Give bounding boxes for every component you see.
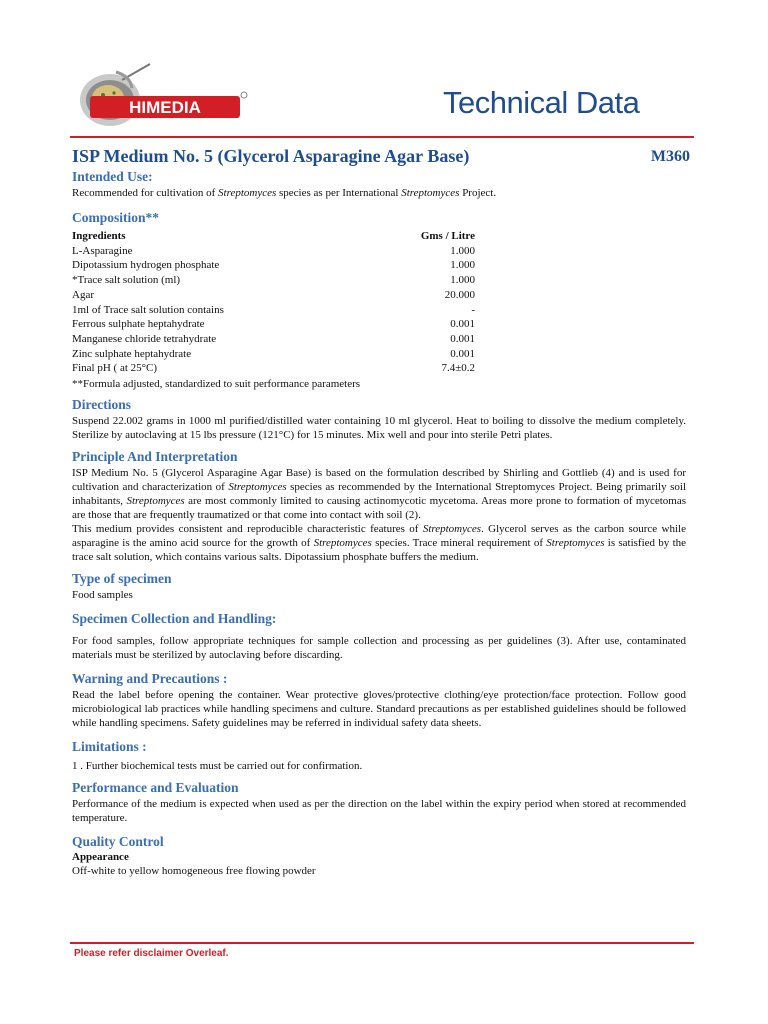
- table-row: [72, 273, 475, 288]
- principle-text-part: are most commonly limited to causing actinomycotic mycetoma. Areas more prone to formation of mycetomas are those that are frequently traumatized or that come into contact with soil (2).: [72, 495, 686, 522]
- intended-use-text: [72, 186, 686, 200]
- specimen-type-text: Food samples: [72, 589, 133, 602]
- ingredient-value: 1.000: [450, 259, 475, 272]
- principle-text-part: species as recommended by the International Streptomyces Project. Being primarily soil inhabitants,: [72, 481, 686, 508]
- principle-italic: Streptomyces: [546, 537, 605, 550]
- principle-text-part: . Glycerol serves as the carbon source while asparagine is the amino acid source for the growth of: [72, 523, 686, 550]
- ingredient-value: 0.001: [450, 332, 475, 345]
- principle-heading: Principle And Interpretation: [72, 449, 238, 465]
- intended-use-italic: Streptomyces: [218, 187, 277, 199]
- quality-control-heading: Quality Control: [72, 834, 164, 850]
- principle-italic: Streptomyces: [313, 537, 372, 550]
- document-body: [72, 168, 686, 878]
- table-row: [72, 347, 475, 362]
- ingredient-value: 0.001: [450, 318, 475, 331]
- ingredient-value: 1.000: [450, 244, 475, 257]
- principle-italic: Streptomyces: [422, 523, 482, 536]
- warning-text: Read the label before opening the container. Wear protective gloves/protective clothing/eye protection/face protection. Follow good microbiological lab practices while handling specimens and culture. Standard precautions as per established guidelines should be followed while handling specimens. Safety guidelines may be referred in individual safety data sheets.: [72, 689, 686, 730]
- principle-paragraph-2: [72, 522, 686, 564]
- directions-section: [72, 396, 686, 442]
- ingredient-value: 1.000: [450, 274, 475, 287]
- intended-use-part: species as per International: [276, 187, 402, 199]
- principle-paragraph-1: [72, 466, 686, 522]
- table-row: [72, 361, 475, 376]
- warning-section: [72, 670, 686, 730]
- ingredient-value: 7.4±0.2: [441, 362, 475, 375]
- ingredient-name: Zinc sulphate heptahydrate: [72, 347, 192, 360]
- composition-section: [72, 209, 686, 391]
- ingredient-column-header: Ingredients: [72, 230, 126, 242]
- specimen-type-section: [72, 570, 686, 602]
- product-code: M360: [650, 148, 690, 165]
- composition-header-row: [72, 229, 475, 244]
- specimen-type-heading: Type of specimen: [72, 571, 172, 587]
- principle-italic: Streptomyces: [228, 481, 287, 494]
- appearance-label: Appearance: [72, 851, 129, 864]
- table-row: [72, 244, 475, 259]
- ingredient-name: 1ml of Trace salt solution contains: [72, 303, 224, 316]
- quality-control-section: [72, 833, 686, 878]
- principle-text-part: is satisfied by the trace salt solution, which contains various salts. Dipotassium phosphate buffers the medium.: [72, 537, 687, 564]
- principle-text-part: This medium provides consistent and reproducible characteristic features of: [72, 523, 423, 536]
- directions-text: Suspend 22.002 grams in 1000 ml purified/distilled water containing 10 ml glycerol. Heat to boiling to dissolve the medium completely. Sterilize by autoclaving at 15 lbs pressure (121°C) for 15 minutes. Mix well and pour into sterile Petri plates.: [72, 415, 686, 442]
- table-row: [72, 258, 475, 273]
- principle-text-part: species. Trace mineral requirement of: [371, 537, 547, 550]
- performance-text: Performance of the medium is expected when used as per the direction on the label within the expiry period when stored at recommended temperature.: [72, 798, 686, 825]
- ingredient-name: *Trace salt solution (ml): [72, 274, 181, 287]
- principle-section: [72, 448, 686, 564]
- collection-text: For food samples, follow appropriate techniques for sample collection and processing as per guidelines (3). After use, contaminated materials must be sterilized by autoclaving before discarding.: [72, 635, 686, 662]
- ingredient-name: Ferrous sulphate heptahydrate: [72, 318, 205, 331]
- intended-use-heading: Intended Use:: [72, 169, 153, 184]
- performance-heading: Performance and Evaluation: [72, 780, 239, 796]
- header-divider: [70, 136, 694, 138]
- ingredient-value: 0.001: [450, 347, 475, 360]
- ingredient-name: Final pH ( at 25°C): [72, 362, 158, 375]
- logo-brand-text: HIMEDIA: [129, 98, 201, 117]
- disclaimer-note: Please refer disclaimer Overleaf.: [74, 948, 229, 959]
- ingredient-name: L-Asparagine: [72, 244, 133, 257]
- appearance-text: Off-white to yellow homogeneous free flowing powder: [72, 865, 316, 878]
- warning-heading: Warning and Precautions :: [72, 671, 228, 687]
- value-column-header: Gms / Litre: [420, 230, 475, 242]
- product-title: ISP Medium No. 5 (Glycerol Asparagine Agar Base): [72, 146, 470, 166]
- limitations-heading: Limitations :: [72, 739, 147, 755]
- ingredient-name: Agar: [72, 288, 94, 301]
- table-row: [72, 303, 475, 318]
- principle-text-part: ISP Medium No. 5 (Glycerol Asparagine Agar Base) is based on the formulation described by Shirling and Gottlieb (4) and is used for cultivation and characterization of: [72, 467, 686, 494]
- limitations-text: 1 . Further biochemical tests must be carried out for confirmation.: [72, 760, 363, 773]
- intended-use-part: Project.: [459, 187, 497, 199]
- limitations-section: [72, 738, 686, 773]
- footer-divider: [70, 942, 694, 944]
- ingredient-value: 20.000: [444, 288, 475, 301]
- document-type-title: Technical Data: [443, 85, 640, 120]
- ingredient-value: -: [471, 303, 475, 316]
- table-row: [72, 317, 475, 332]
- principle-italic: Streptomyces: [126, 495, 185, 508]
- composition-table: [72, 229, 475, 376]
- composition-footnote: **Formula adjusted, standardized to suit performance parameters: [72, 378, 361, 391]
- intended-use-italic: Streptomyces: [401, 187, 460, 199]
- intended-use-section: [72, 168, 686, 200]
- performance-section: [72, 779, 686, 825]
- intended-use-part: Recommended for cultivation of: [72, 187, 219, 199]
- ingredient-name: Manganese chloride tetrahydrate: [72, 332, 217, 345]
- composition-heading: Composition**: [72, 210, 160, 225]
- table-row: [72, 332, 475, 347]
- directions-heading: Directions: [72, 397, 131, 413]
- ingredient-name: Dipotassium hydrogen phosphate: [72, 259, 220, 272]
- himedia-logo: [70, 62, 250, 134]
- collection-heading: Specimen Collection and Handling:: [72, 611, 277, 627]
- table-row: [72, 288, 475, 303]
- collection-section: [72, 610, 686, 662]
